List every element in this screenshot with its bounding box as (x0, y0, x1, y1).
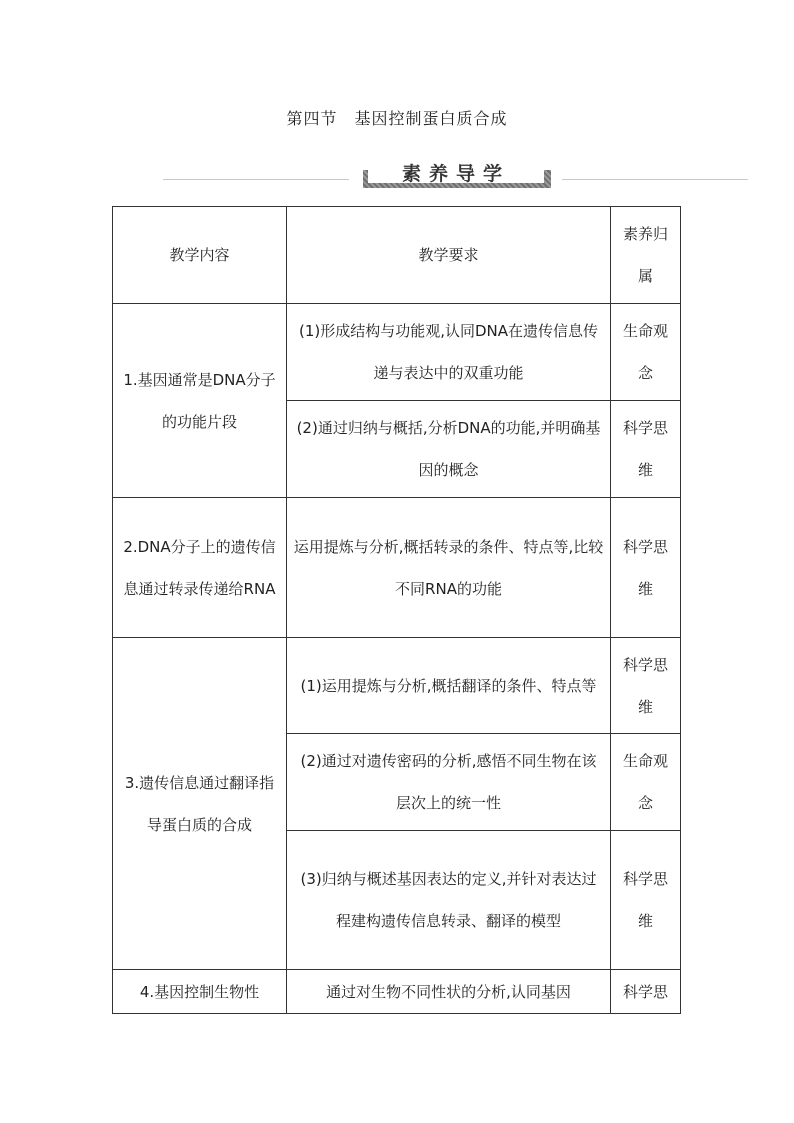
requirement-cell: 通过对生物不同性状的分析,认同基因 (287, 970, 611, 1014)
requirement-cell: (1)形成结构与功能观,认同DNA在遗传信息传递与表达中的双重功能 (287, 304, 611, 401)
content-cell: 2.DNA分子上的遗传信息通过转录传递给RNA (113, 498, 287, 638)
literacy-cell: 生命观念 (611, 304, 681, 401)
header-literacy: 素养归属 (611, 207, 681, 304)
table-row (113, 638, 681, 734)
literacy-cell: 科学思 (611, 970, 681, 1014)
section-banner (0, 158, 794, 188)
literacy-cell: 科学思维 (611, 401, 681, 498)
header-teaching-requirements: 教学要求 (287, 207, 611, 304)
requirement-cell: 运用提炼与分析,概括转录的条件、特点等,比较不同RNA的功能 (287, 498, 611, 638)
table-header-row (113, 207, 681, 304)
requirement-cell: (2)通过对遗传密码的分析,感悟不同生物在该层次上的统一性 (287, 734, 611, 831)
banner-left-rule (163, 179, 349, 180)
requirement-cell: (1)运用提炼与分析,概括翻译的条件、特点等 (287, 638, 611, 734)
literacy-cell: 科学思维 (611, 498, 681, 638)
literacy-cell: 科学思维 (611, 831, 681, 970)
requirement-cell: (2)通过归纳与概括,分析DNA的功能,并明确基因的概念 (287, 401, 611, 498)
page-title: 第四节 基因控制蛋白质合成 (286, 109, 508, 128)
requirement-cell: (3)归纳与概述基因表达的定义,并针对表达过程建构遗传信息转录、翻译的模型 (287, 831, 611, 970)
content-cell: 4.基因控制生物性 (113, 970, 287, 1014)
banner-title: 素养导学 (401, 163, 510, 185)
content-cell: 3.遗传信息通过翻译指导蛋白质的合成 (113, 638, 287, 970)
table-row (113, 304, 681, 401)
literacy-cell: 生命观念 (611, 734, 681, 831)
table-row (113, 498, 681, 638)
table-row (113, 970, 681, 1014)
literacy-cell: 科学思维 (611, 638, 681, 734)
content-cell: 1.基因通常是DNA分子的功能片段 (113, 304, 287, 498)
curriculum-table (112, 206, 681, 1014)
header-teaching-content: 教学内容 (113, 207, 287, 304)
banner-right-rule (562, 179, 748, 180)
